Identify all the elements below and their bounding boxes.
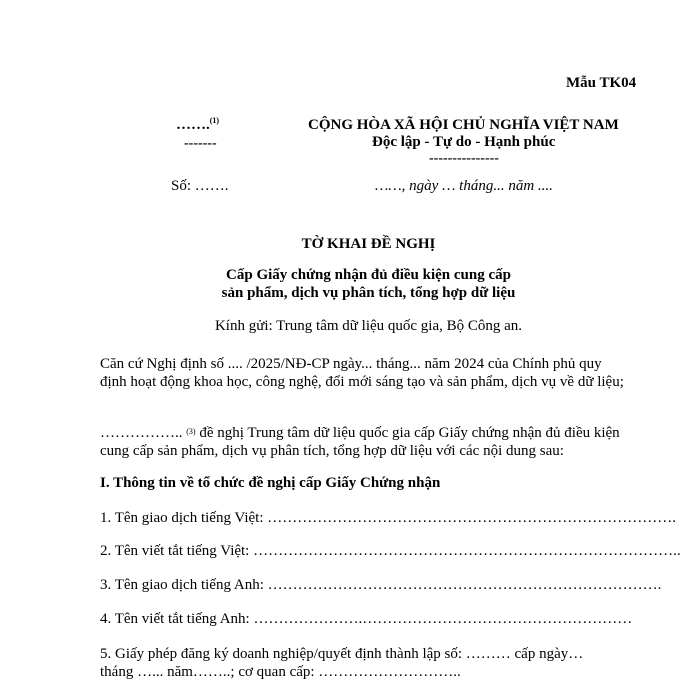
- org-footnote-marker: (1): [209, 116, 220, 125]
- requester-blank: ……………..: [100, 425, 187, 441]
- field-english-abbreviation: 4. Tên viết tắt tiếng Anh: ………………….………………………………………………: [100, 611, 633, 627]
- org-name-placeholder: [176, 117, 219, 134]
- field-business-license-continued: tháng …... năm……..; cơ quan cấp: ………………………..: [100, 664, 461, 680]
- org-dash: -------: [184, 136, 217, 151]
- date-line: ……, ngày … tháng... năm ....: [375, 178, 553, 194]
- recipient-line: Kính gửi: Trung tâm dữ liệu quốc gia, Bộ Công an.: [214, 318, 523, 334]
- nation-name: CỘNG HÒA XÃ HỘI CHỦ NGHĨA VIỆT NAM: [308, 117, 619, 133]
- request-text: đề nghị Trung tâm dữ liệu quốc gia cấp Giấy chứng nhận đủ điều kiện cung cấp sản phẩm, dịch vụ phân tích, tổng hợp dữ liệu với các nội dung sau:: [100, 425, 620, 459]
- field-vietnamese-abbreviation: 2. Tên viết tắt tiếng Việt: …………………………………………………………………………..: [100, 543, 681, 559]
- request-paragraph: [100, 424, 630, 460]
- subtitle-line-2: sản phẩm, dịch vụ phân tích, tổng hợp dữ liệu: [221, 285, 516, 301]
- motto-dash: ---------------: [429, 151, 499, 166]
- document-title: TỜ KHAI ĐỀ NGHỊ: [301, 236, 436, 252]
- subtitle-line-1: Cấp Giấy chứng nhận đủ điều kiện cung cấp: [226, 267, 511, 283]
- section-1-heading: I. Thông tin về tổ chức đề nghị cấp Giấy Chứng nhận: [100, 475, 441, 491]
- field-vietnamese-trade-name: 1. Tên giao dịch tiếng Việt: ……………………………………………………………………….: [100, 510, 677, 526]
- legal-basis-paragraph: Căn cứ Nghị định số .... /2025/NĐ-CP ngày... tháng... năm 2024 của Chính phủ quy định hoạt động khoa học, công nghệ, đổi mới sáng tạo và sản phẩm, dịch vụ về dữ liệu;: [100, 356, 624, 390]
- field-business-license: 5. Giấy phép đăng ký doanh nghiệp/quyết định thành lập số: ……… cấp ngày…: [100, 646, 584, 662]
- form-code: Mẫu TK04: [566, 75, 637, 91]
- field-english-trade-name: 3. Tên giao dịch tiếng Anh: …………………………………………………………………….: [100, 577, 662, 593]
- motto: Độc lập - Tự do - Hạnh phúc: [372, 134, 556, 150]
- requester-footnote-marker: (3): [186, 427, 196, 436]
- document-number: Số: …….: [171, 178, 229, 194]
- org-placeholder-text: …….: [176, 117, 210, 133]
